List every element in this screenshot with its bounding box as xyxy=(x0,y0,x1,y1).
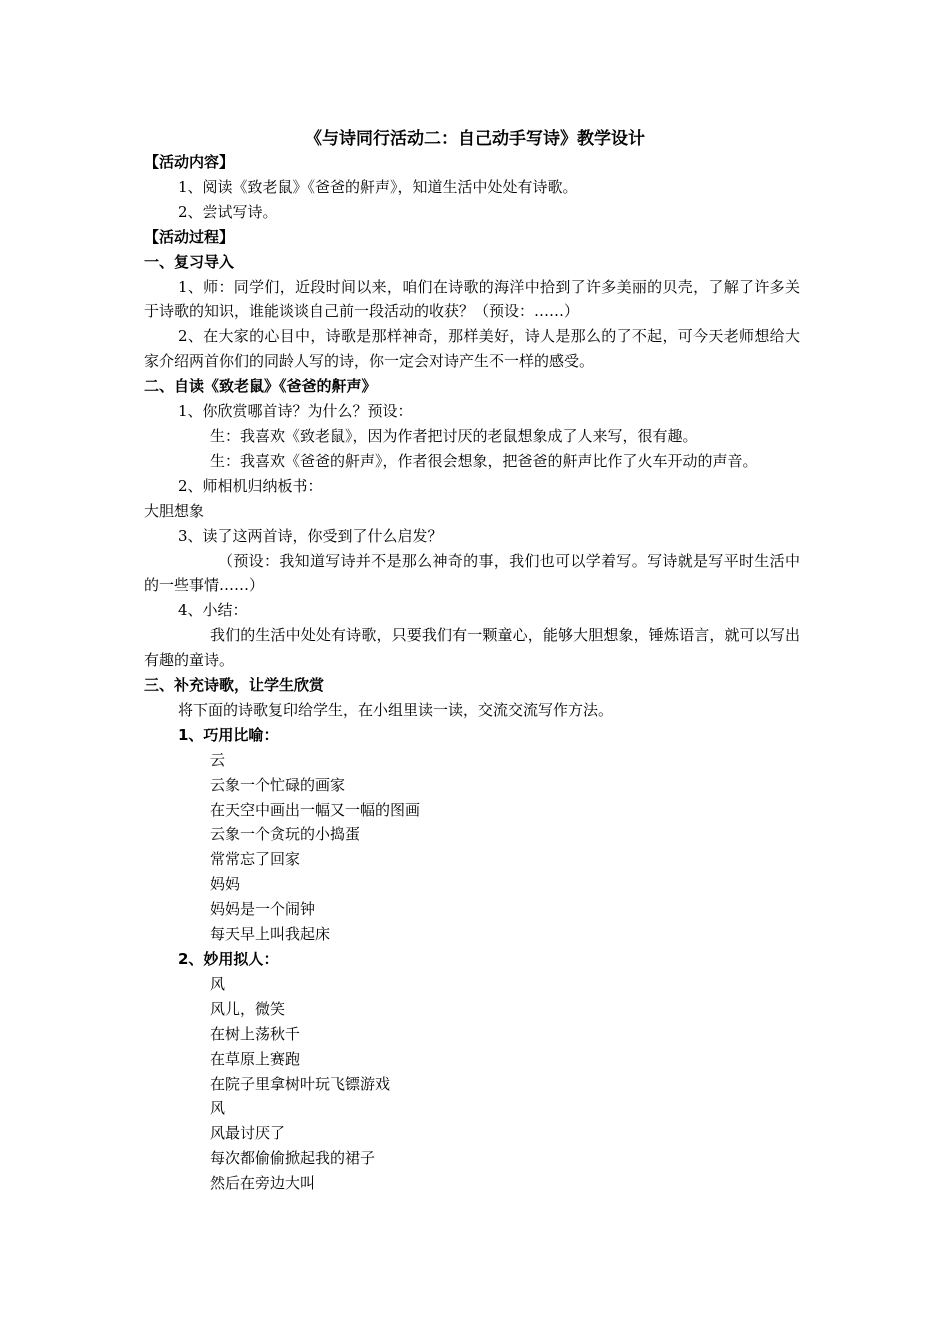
poem-line: 常常忘了回家 xyxy=(210,850,301,869)
poem-line: 然后在旁边大叫 xyxy=(210,1174,316,1193)
part2-item-2: 2、师相机归纳板书： xyxy=(178,476,323,495)
part2-answer-1: 生：我喜欢《致老鼠》，因为作者把讨厌的老鼠想象成了人来写，很有趣。 xyxy=(210,426,698,445)
poem-line: 在草原上赛跑 xyxy=(210,1049,301,1068)
poem-line: 每次都偷偷掀起我的裙子 xyxy=(210,1149,376,1168)
poem-line: 风 xyxy=(210,1099,226,1118)
part3-sub-2: 2、妙用拟人： xyxy=(178,950,279,968)
poem-line: 在天空中画出一幅又一幅的图画 xyxy=(210,800,421,819)
part2-item-1: 1、你欣赏哪首诗？为什么？预设： xyxy=(178,402,413,421)
poem-line: 云象一个贪玩的小捣蛋 xyxy=(210,825,361,844)
content-heading: 【活动内容】 xyxy=(144,153,235,171)
part2-item-4: 4、小结： xyxy=(178,601,248,620)
part1-heading: 一、复习导入 xyxy=(144,252,235,271)
part2-item-3: 3、读了这两首诗，你受到了什么启发？ xyxy=(178,526,443,545)
part3-sub-1: 1、巧用比喻： xyxy=(178,725,279,744)
part1-item-1: 1、师：同学们，近段时间以来，咱们在诗歌的海洋中拾到了许多美丽的贝壳，了解了许多关于诗歌的知识，谁能谈谈自己前一段活动的收获？（预设：……） xyxy=(144,277,800,321)
poem-line: 在树上荡秋千 xyxy=(210,1024,301,1043)
part1-item-2: 2、在大家的心目中，诗歌是那样神奇，那样美好，诗人是那么的了不起，可今天老师想给大家介绍两首你们的同龄人写的诗，你一定会对诗产生不一样的感受。 xyxy=(144,327,800,371)
poem-line: 在院子里拿树叶玩飞镖游戏 xyxy=(210,1074,391,1093)
content-item-1: 1、阅读《致老鼠》《爸爸的鼾声》，知道生活中处处有诗歌。 xyxy=(178,177,578,196)
poem-line: 每天早上叫我起床 xyxy=(210,925,331,944)
process-heading: 【活动过程】 xyxy=(144,227,235,246)
part2-summary: 我们的生活中处处有诗歌，只要我们有一颗童心，能够大胆想象，锤炼语言，就可以写出有趣的童诗。 xyxy=(144,626,800,670)
content-item-2: 2、尝试写诗。 xyxy=(178,202,278,221)
poem-line: 云象一个忙碌的画家 xyxy=(210,775,346,794)
part3-intro: 将下面的诗歌复印给学生，在小组里读一读，交流交流写作方法。 xyxy=(178,700,614,719)
part2-answer-2: 生：我喜欢《爸爸的鼾声》，作者很会想象，把爸爸的鼾声比作了火车开动的声音。 xyxy=(210,451,758,470)
poem-1 xyxy=(144,748,800,947)
poem-line: 风 xyxy=(210,974,226,993)
part2-item-3-answer: （预设：我知道写诗并不是那么神奇的事，我们也可以学着写。写诗就是写平时生活中的一些事情……） xyxy=(144,551,800,595)
poem-line: 风最讨厌了 xyxy=(210,1124,286,1143)
part2-heading: 二、自读《致老鼠》《爸爸的鼾声》 xyxy=(144,377,377,396)
document-title: 《与诗同行活动二：自己动手写诗》教学设计 xyxy=(305,129,645,149)
part3-heading: 三、补充诗歌，让学生欣赏 xyxy=(144,676,325,695)
document-body xyxy=(144,150,800,1196)
poem-line: 云 xyxy=(210,750,226,769)
poem-line: 风儿，微笑 xyxy=(210,999,286,1018)
part2-board: 大胆想象 xyxy=(144,501,205,520)
poem-line: 妈妈 xyxy=(210,875,241,894)
poem-line: 妈妈是一个闹钟 xyxy=(210,900,316,919)
poem-2 xyxy=(144,972,800,1196)
